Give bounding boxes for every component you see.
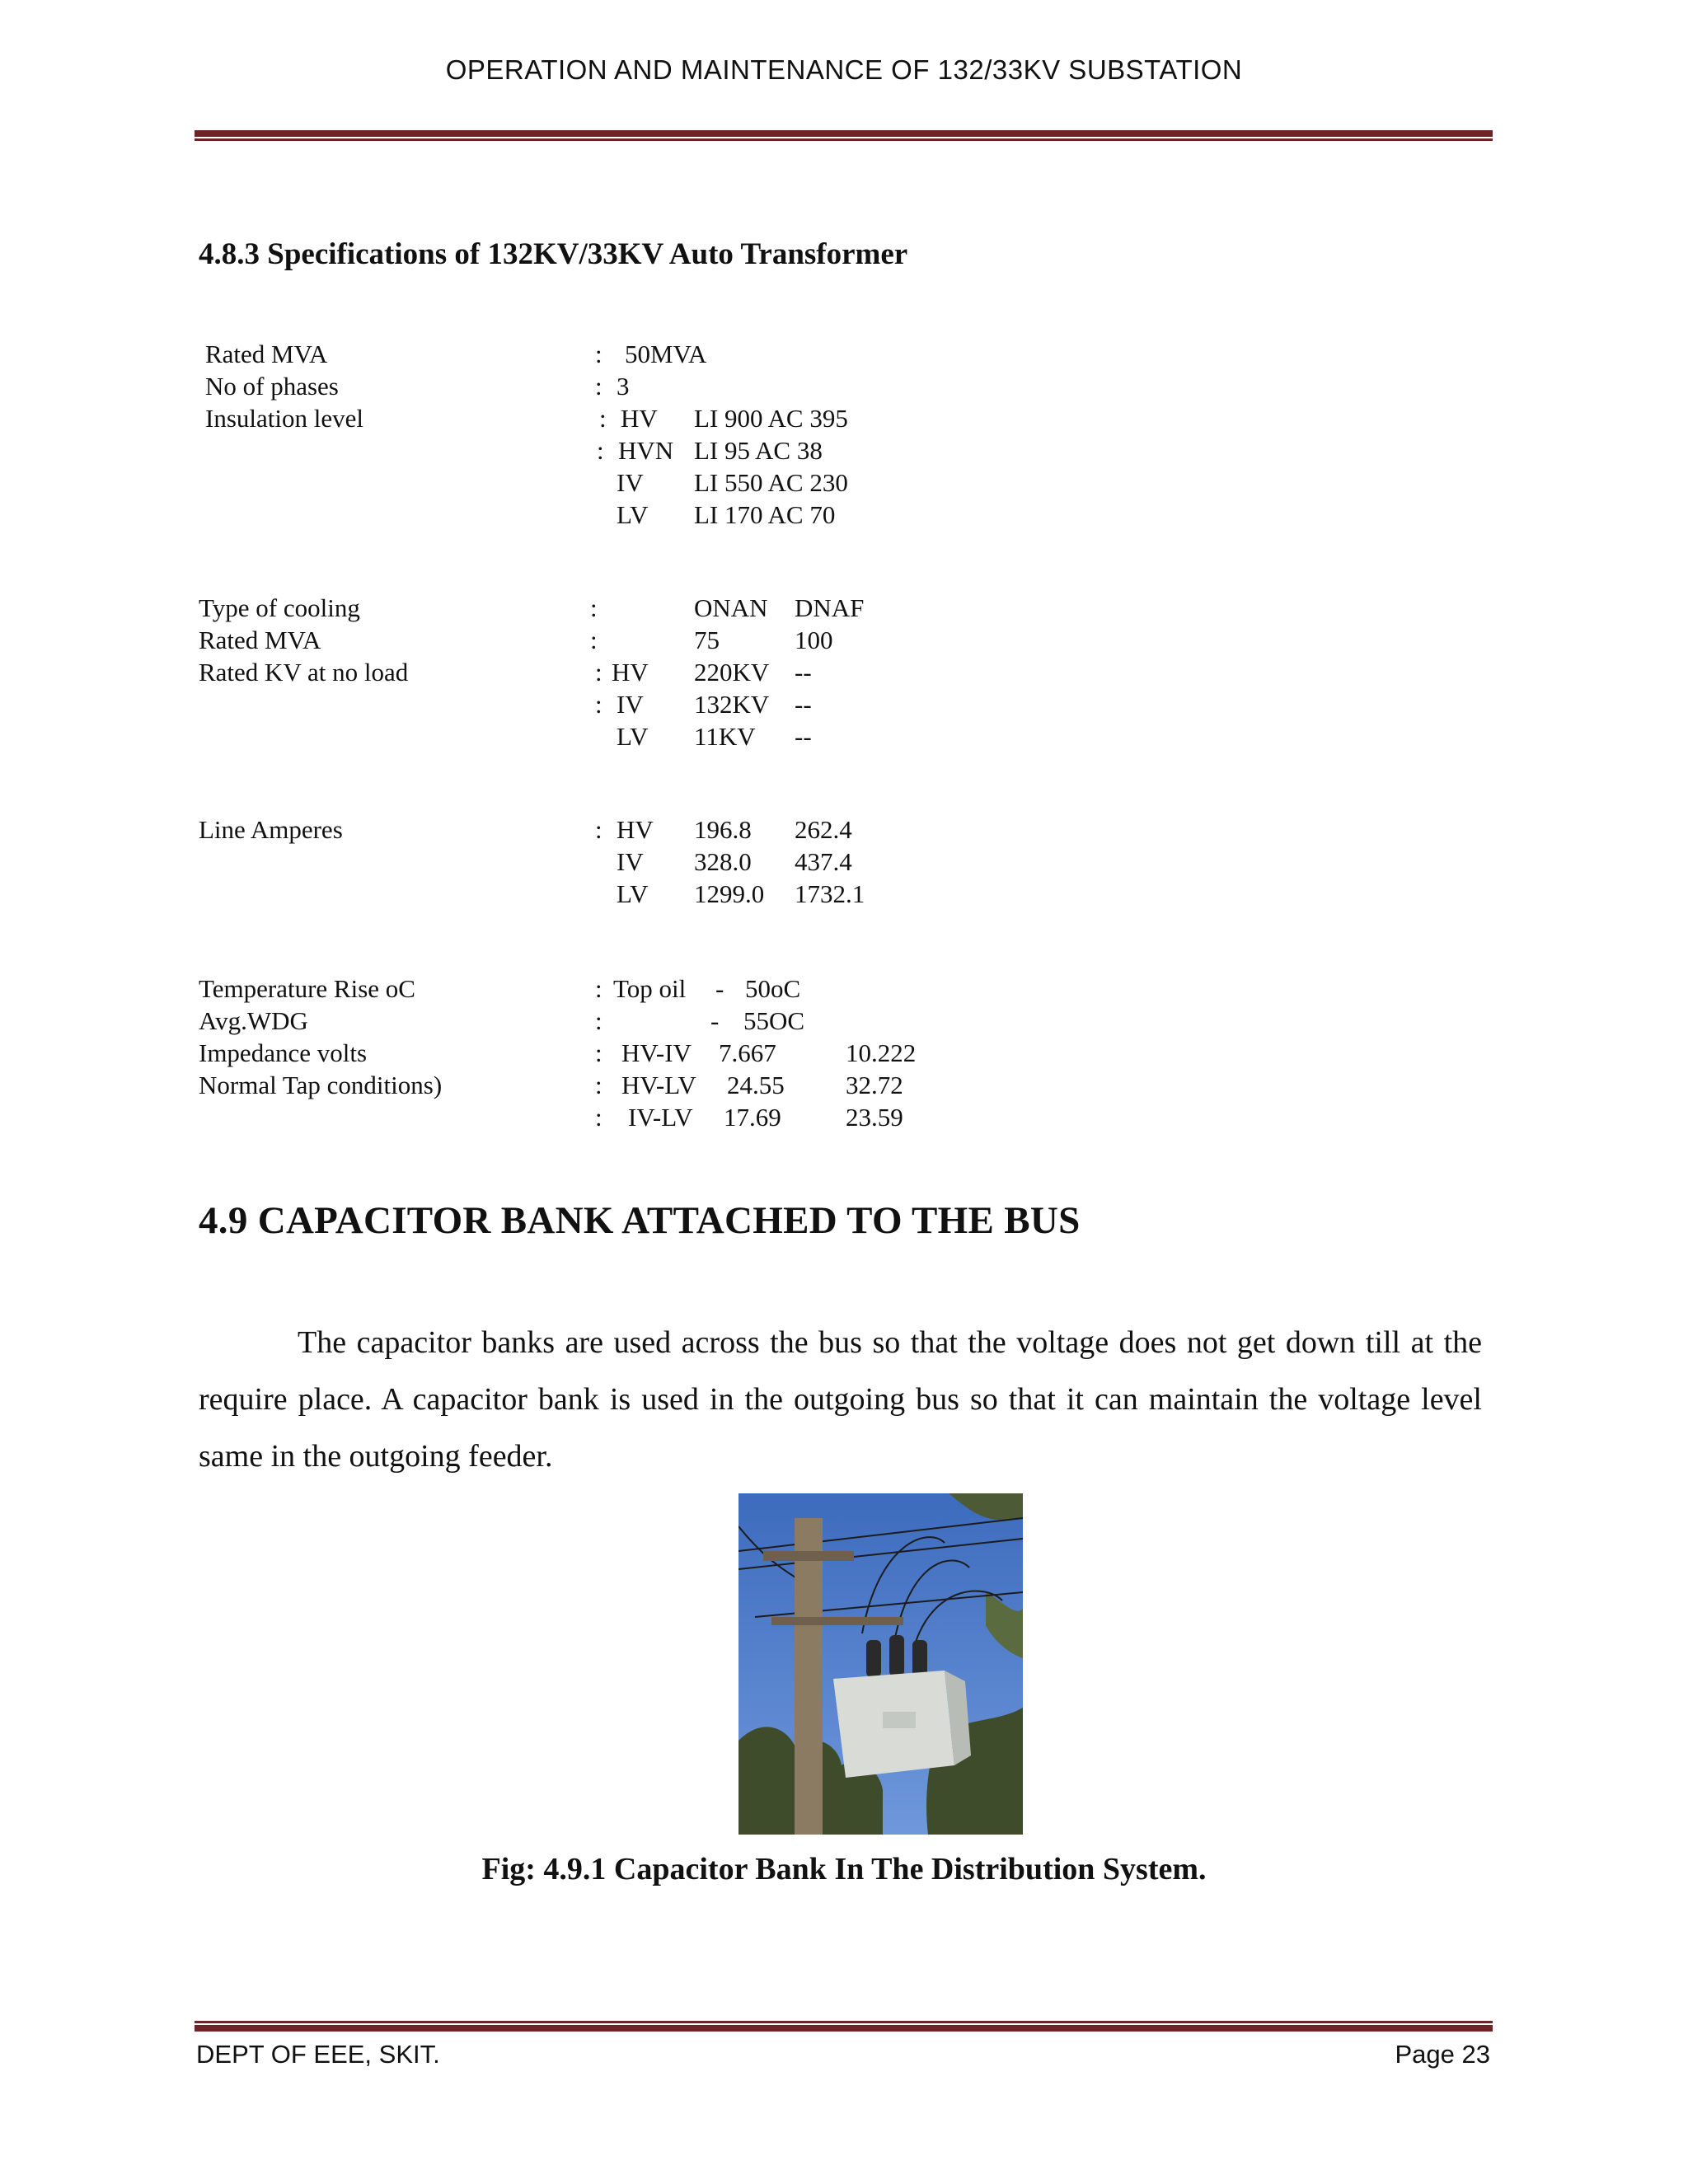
spec-tag: HVN [618,436,674,465]
spec-value: 50MVA [625,340,707,368]
spec-value-2: 1732.1 [795,879,865,908]
spec-value-2: -- [795,722,812,751]
spec-value-2: -- [795,690,812,719]
footer-rule [195,2025,1493,2032]
spec-value-2: 437.4 [795,847,852,876]
header-rule [195,130,1493,137]
footer-page-number: Page 23 [1395,2040,1490,2069]
spec-tag: IV [617,690,644,719]
spec-value: 220KV [694,658,770,687]
spec-value: 17.69 [724,1103,781,1132]
spec-value-2: DNAF [795,593,865,622]
spec-sep: : [595,690,603,719]
spec-value: LI 550 AC 230 [694,468,848,497]
spec-label: Avg.WDG [199,1006,308,1035]
spec-sep: : [595,815,603,844]
spec-tag: HV [621,404,658,433]
utility-pole [795,1518,823,1835]
spec-value-2: 23.59 [846,1103,903,1132]
capacitor-bank-photo [738,1493,1023,1835]
spec-label: Temperature Rise oC [199,974,415,1003]
spec-tag: LV [617,722,649,751]
spec-value: LI 95 AC 38 [694,436,823,465]
spec-value-2: 55OC [743,1006,805,1035]
spec-label: No of phases [205,372,339,401]
spec-tag: HV-IV [621,1038,692,1067]
section-heading-4-8-3: 4.8.3 Specifications of 132KV/33KV Auto Transformer [199,237,908,271]
spec-value: ONAN [694,593,768,622]
spec-sep: : [595,658,603,687]
spec-label: Normal Tap conditions) [199,1071,443,1099]
footer-rule-thin [195,2021,1493,2023]
spec-sep: : [595,1038,603,1067]
spec-tag: IV [617,468,644,497]
spec-sep: : [595,1071,603,1099]
spec-value-2: 32.72 [846,1071,903,1099]
spec-value: 132KV [694,690,770,719]
body-paragraph-text: The capacitor banks are used across the bus so that the voltage does not get down till at the require place. A capacitor bank is used in the outgoing bus so that it can maintain the voltage level same in the outgoing feeder. [199,1325,1482,1474]
spec-label: Insulation level [205,404,363,433]
spec-value: 3 [617,372,630,401]
spec-label: Rated MVA [205,340,328,368]
spec-value: LI 170 AC 70 [694,500,836,529]
spec-value-2: 100 [795,626,833,654]
spec-value: 328.0 [694,847,752,876]
capacitor-box [833,1671,971,1778]
figure-caption: Fig: 4.9.1 Capacitor Bank In The Distribution System. [481,1852,1207,1886]
spec-label: Line Amperes [199,815,343,844]
spec-tag: IV-LV [628,1103,693,1132]
page-header-title: OPERATION AND MAINTENANCE OF 132/33KV SUBSTATION [445,54,1243,85]
spec-tag: Top oil [613,974,687,1003]
spec-tag: HV [612,658,649,687]
spec-value: 196.8 [694,815,752,844]
spec-sep: : [595,974,603,1003]
spec-label: Rated MVA [199,626,321,654]
spec-value: 75 [694,626,720,654]
spec-value-2: 262.4 [795,815,852,844]
spec-tag: LV [617,500,649,529]
spec-sep: : [595,340,603,368]
spec-value: - [710,1006,720,1035]
spec-value-2: 10.222 [846,1038,917,1067]
spec-sep: : [597,436,604,465]
spec-tag: IV [617,847,644,876]
footer-dept: DEPT OF EEE, SKIT. [196,2040,440,2069]
section-heading-4-9: 4.9 CAPACITOR BANK ATTACHED TO THE BUS [199,1199,1081,1242]
spec-tag: HV [617,815,654,844]
spec-value: 11KV [694,722,756,751]
spec-label: Type of cooling [199,593,360,622]
insulators [866,1635,927,1677]
spec-tag: LV [617,879,649,908]
spec-sep: : [590,626,598,654]
spec-value: 7.667 [719,1038,776,1067]
spec-value: 24.55 [727,1071,785,1099]
header-rule-thin [195,138,1493,141]
spec-value: 1299.0 [694,879,765,908]
spec-label: Rated KV at no load [199,658,409,687]
spec-sep: : [590,593,598,622]
spec-sep: : [595,1006,603,1035]
spec-sep: : [599,404,607,433]
body-paragraph [199,1315,1482,1485]
spec-sep: : [595,372,603,401]
spec-value: - [715,974,724,1003]
spec-tag: HV-LV [621,1071,696,1099]
spec-sep: : [595,1103,603,1132]
spec-label: Impedance volts [199,1038,368,1067]
spec-value-2: 50oC [745,974,801,1003]
spec-value-2: -- [795,658,812,687]
spec-value: LI 900 AC 395 [694,404,848,433]
